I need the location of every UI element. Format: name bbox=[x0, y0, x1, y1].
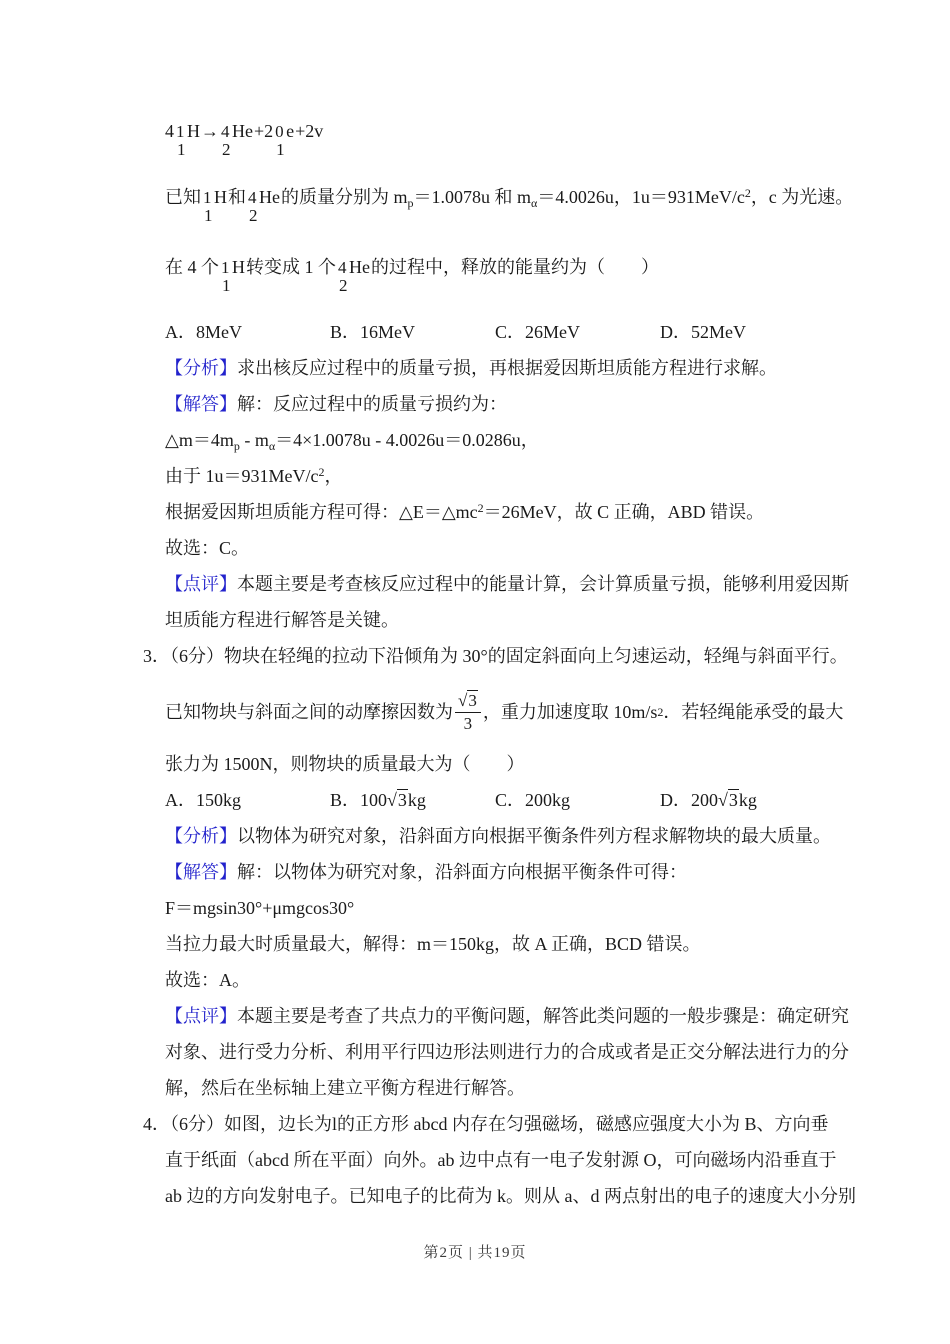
q3-comment-line-3: 解，然后在坐标轴上建立平衡方程进行解答。 bbox=[165, 1078, 525, 1098]
q3-balance-equation: F＝mgsin30°+μmgcos30° bbox=[165, 898, 355, 918]
nuclide-notation: 1 1 H bbox=[203, 187, 227, 225]
option-item: D．52MeV bbox=[660, 322, 746, 342]
q2-analysis: 【分析】求出核反应过程中的质量亏损，再根据爱因斯坦质能方程进行求解。 bbox=[165, 358, 777, 378]
q3-options bbox=[165, 782, 825, 818]
section-marker: 【解答】 bbox=[165, 394, 237, 414]
q3-answer: 故选：A。 bbox=[165, 970, 250, 990]
option-item: B．100√3kg bbox=[330, 790, 426, 810]
q2-reaction-equation: 4 1 1 H→ 4 2 He+2 0 1 e+2v bbox=[165, 118, 825, 184]
q3-solution-intro: 【解答】解：以物体为研究对象，沿斜面方向根据平衡条件可得： bbox=[165, 862, 687, 882]
q3-analysis: 【分析】以物体为研究对象，沿斜面方向根据平衡条件列方程求解物块的最大质量。 bbox=[165, 826, 831, 846]
q3-comment-line-2: 对象、进行受力分析、利用平行四边形法则进行力的合成或者是正交分解法进行力的分 bbox=[165, 1042, 849, 1062]
option-item: C．200kg bbox=[495, 790, 571, 810]
square-root: √3 bbox=[718, 790, 738, 810]
section-marker: 【点评】 bbox=[165, 574, 237, 594]
q2-comment-line-1: 【点评】本题主要是考查核反应过程中的能量计算，会计算质量亏损，能够利用爱因斯 bbox=[165, 574, 849, 594]
q4-stem-line-1: 4．（6分）如图，边长为l的正方形 abcd 内存在匀强磁场，磁感应强度大小为 B、方向垂 bbox=[143, 1114, 829, 1134]
q2-comment-line-2: 坦质能方程进行解答是关键。 bbox=[165, 610, 399, 630]
q2-given-line: 已知 1 1 H和 4 2 He的质量分别为 $m_p=1.0078u$ 和 $m_\alpha=4.0026u$，$1u=931MeV/c^2$，c 为光速。 bbox=[165, 186, 854, 225]
q3-stem-line-2: 已知物块与斜面之间的动摩擦因数为 $\frac{√3}{3}$ ，重力加速度取 10m/s 2 ．若轻绳能承受的最大 bbox=[165, 690, 844, 733]
q2-answer: 故选：C。 bbox=[165, 538, 250, 558]
section-marker: 【分析】 bbox=[165, 358, 237, 378]
nuclide-notation: 1 1 H bbox=[176, 121, 200, 159]
nuclide-notation: 0 1 e bbox=[275, 121, 295, 159]
nuclide-notation: 4 2 He bbox=[338, 257, 370, 295]
option-item: A．8MeV bbox=[165, 322, 242, 342]
q3-conclusion: 当拉力最大时质量最大，解得：m＝150kg，故 A 正确，BCD 错误。 bbox=[165, 934, 701, 954]
q2-mass-defect-equation: $\triangle m=4m_p - m_\alpha=4\times 1.0078u - 4.0026u=0.0286u$， bbox=[165, 430, 539, 453]
nuclide-notation: 4 2 He bbox=[248, 187, 280, 225]
document-body bbox=[143, 112, 856, 1214]
section-marker: 【点评】 bbox=[165, 1006, 237, 1026]
q3-comment-line-1: 【点评】本题主要是考查了共点力的平衡问题，解答此类问题的一般步骤是：确定研究 bbox=[165, 1006, 849, 1026]
nuclide-notation: 1 1 H bbox=[221, 257, 245, 295]
q2-unit-line: 由于 $1u=931MeV/c^2$， bbox=[165, 465, 343, 486]
q2-question-line: 在 4 个 1 1 H转变成 1 个 4 2 He的过程中，释放的能量约为（ ） bbox=[165, 254, 825, 314]
q2-energy-equation: 根据爱因斯坦质能方程可得：$\triangle E=\triangle mc^2=26MeV$，故 C 正确，ABD 错误。 bbox=[165, 501, 765, 522]
option-item: C．26MeV bbox=[495, 322, 580, 342]
q2-solution-intro: 【解答】解：反应过程中的质量亏损约为： bbox=[165, 394, 507, 414]
q4-stem-line-3: ab 边的方向发射电子。已知电子的比荷为 k。则从 a、d 两点射出的电子的速度大小分别 bbox=[165, 1186, 856, 1206]
q3-stem-line-1: 3．（6分）物块在轻绳的拉动下沿倾角为 30°的固定斜面向上匀速运动，轻绳与斜面平行。 bbox=[143, 646, 848, 666]
section-marker: 【解答】 bbox=[165, 862, 237, 882]
option-item: A．150kg bbox=[165, 790, 241, 810]
nuclide-notation: 4 2 He bbox=[221, 121, 253, 159]
option-item: B．16MeV bbox=[330, 322, 415, 342]
square-root: √3 bbox=[387, 790, 407, 810]
q3-stem-line-3: 张力为 1500N，则物块的质量最大为（ ） bbox=[165, 754, 525, 774]
fraction: $\frac{√3}{3}$ bbox=[455, 691, 481, 733]
q4-stem-line-2: 直于纸面（abcd 所在平面）向外。ab 边中点有一电子发射源 O，可向磁场内沿垂直于 bbox=[165, 1150, 837, 1170]
section-marker: 【分析】 bbox=[165, 826, 237, 846]
page-footer bbox=[0, 1241, 950, 1262]
q2-options bbox=[165, 314, 825, 350]
page-number-text: 第2页 | 共19页 bbox=[423, 1245, 527, 1261]
option-item: D．200√3kg bbox=[660, 790, 757, 810]
